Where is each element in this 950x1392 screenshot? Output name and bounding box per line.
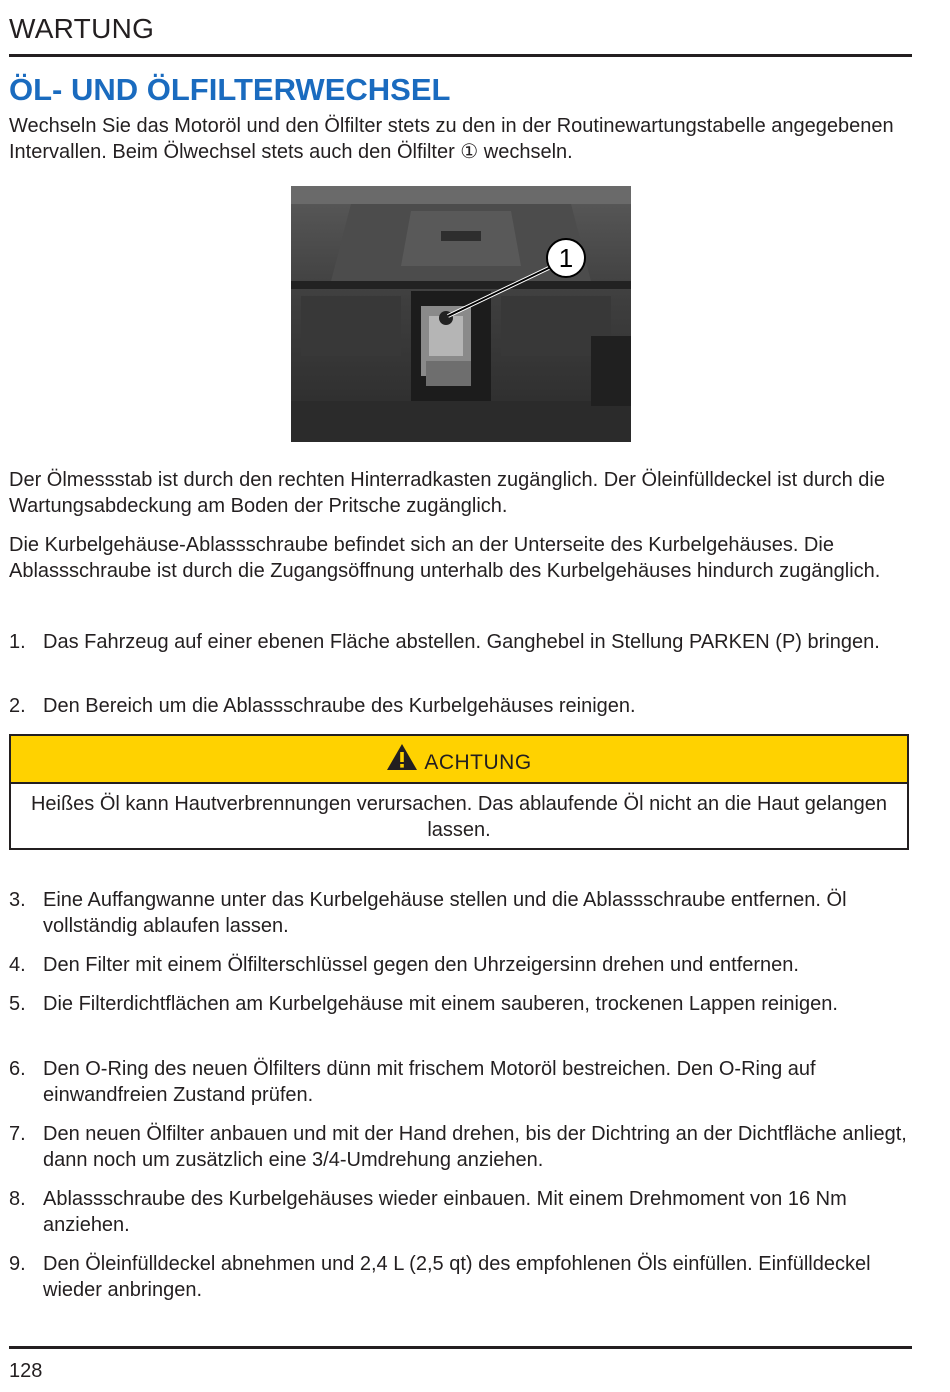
step-text: Den Bereich um die Ablassschraube des Kurbelgehäuses reinigen. <box>43 695 636 717</box>
step-item <box>9 953 912 979</box>
intro-paragraph: Wechseln Sie das Motoröl und den Ölfilter stets zu den in der Routinewartungstabelle angegebenen Intervallen. Beim Ölwechsel stets auch den Ölfilter ① wechseln. <box>9 115 894 163</box>
page-title: ÖL- UND ÖLFILTERWECHSEL <box>9 72 451 107</box>
step-item <box>9 992 912 1018</box>
step-item <box>9 630 912 656</box>
step-number: 9. <box>9 1253 26 1275</box>
step-item <box>9 888 912 939</box>
caution-header <box>11 736 907 784</box>
step-item <box>9 694 912 720</box>
step-item <box>9 1057 912 1108</box>
step-text: Ablassschraube des Kurbelgehäuses wieder einbauen. Mit einem Drehmoment von 16 Nm anziehen. <box>43 1188 847 1236</box>
footer-divider <box>9 1346 912 1349</box>
step-number: 7. <box>9 1123 26 1145</box>
drain-plug-paragraph: Die Kurbelgehäuse-Ablassschraube befindet sich an der Unterseite des Kurbelgehäuses. Die Ablassschraube ist durch die Zugangsöffnung unterhalb des Kurbelgehäuses hindurch zugänglich. <box>9 534 881 582</box>
warning-triangle-icon <box>386 743 418 777</box>
step-text: Den Filter mit einem Ölfilterschlüssel gegen den Uhrzeigersinn drehen und entfernen. <box>43 954 799 976</box>
caution-text: Heißes Öl kann Hautverbrennungen verursachen. Das ablaufende Öl nicht an die Haut gelangen lassen. <box>30 793 888 841</box>
caution-box <box>9 734 909 850</box>
step-number: 8. <box>9 1188 26 1210</box>
step-number: 6. <box>9 1058 26 1080</box>
callout-number: 1 <box>558 243 574 273</box>
step-number: 4. <box>9 954 26 976</box>
step-number: 3. <box>9 889 26 911</box>
caution-label: ACHTUNG <box>424 751 532 774</box>
step-number: 5. <box>9 993 26 1015</box>
step-text: Den neuen Ölfilter anbauen und mit der Hand drehen, bis der Dichtring an der Dichtfläche anliegt, dann noch um zusätzlich eine 3/4-Umdrehung anziehen. <box>43 1123 907 1171</box>
step-text: Eine Auffangwanne unter das Kurbelgehäuse stellen und die Ablassschraube entfernen. Öl vollständig ablaufen lassen. <box>43 889 847 937</box>
step-number: 2. <box>9 695 26 717</box>
step-item <box>9 1252 912 1303</box>
step-number: 1. <box>9 631 26 653</box>
access-paragraph: Der Ölmessstab ist durch den rechten Hinterradkasten zugänglich. Der Öleinfülldeckel ist durch die Wartungsabdeckung am Boden der Pritsche zugänglich. <box>9 469 885 517</box>
step-text: Den Öleinfülldeckel abnehmen und 2,4 L (2,5 qt) des empfohlenen Öls einfüllen. Einfülldeckel wieder anbringen. <box>43 1253 871 1301</box>
step-text: Den O-Ring des neuen Ölfilters dünn mit frischem Motoröl bestreichen. Den O-Ring auf einwandfreien Zustand prüfen. <box>43 1058 816 1106</box>
step-text: Die Filterdichtflächen am Kurbelgehäuse mit einem sauberen, trockenen Lappen reinigen. <box>43 993 838 1015</box>
page-number: 128 <box>9 1360 43 1382</box>
step-item <box>9 1187 912 1238</box>
oil-filter-photo <box>291 186 631 442</box>
step-item <box>9 1122 912 1173</box>
step-text: Das Fahrzeug auf einer ebenen Fläche abstellen. Ganghebel in Stellung PARKEN (P) bringen. <box>43 631 880 653</box>
section-header: WARTUNG <box>9 10 912 57</box>
